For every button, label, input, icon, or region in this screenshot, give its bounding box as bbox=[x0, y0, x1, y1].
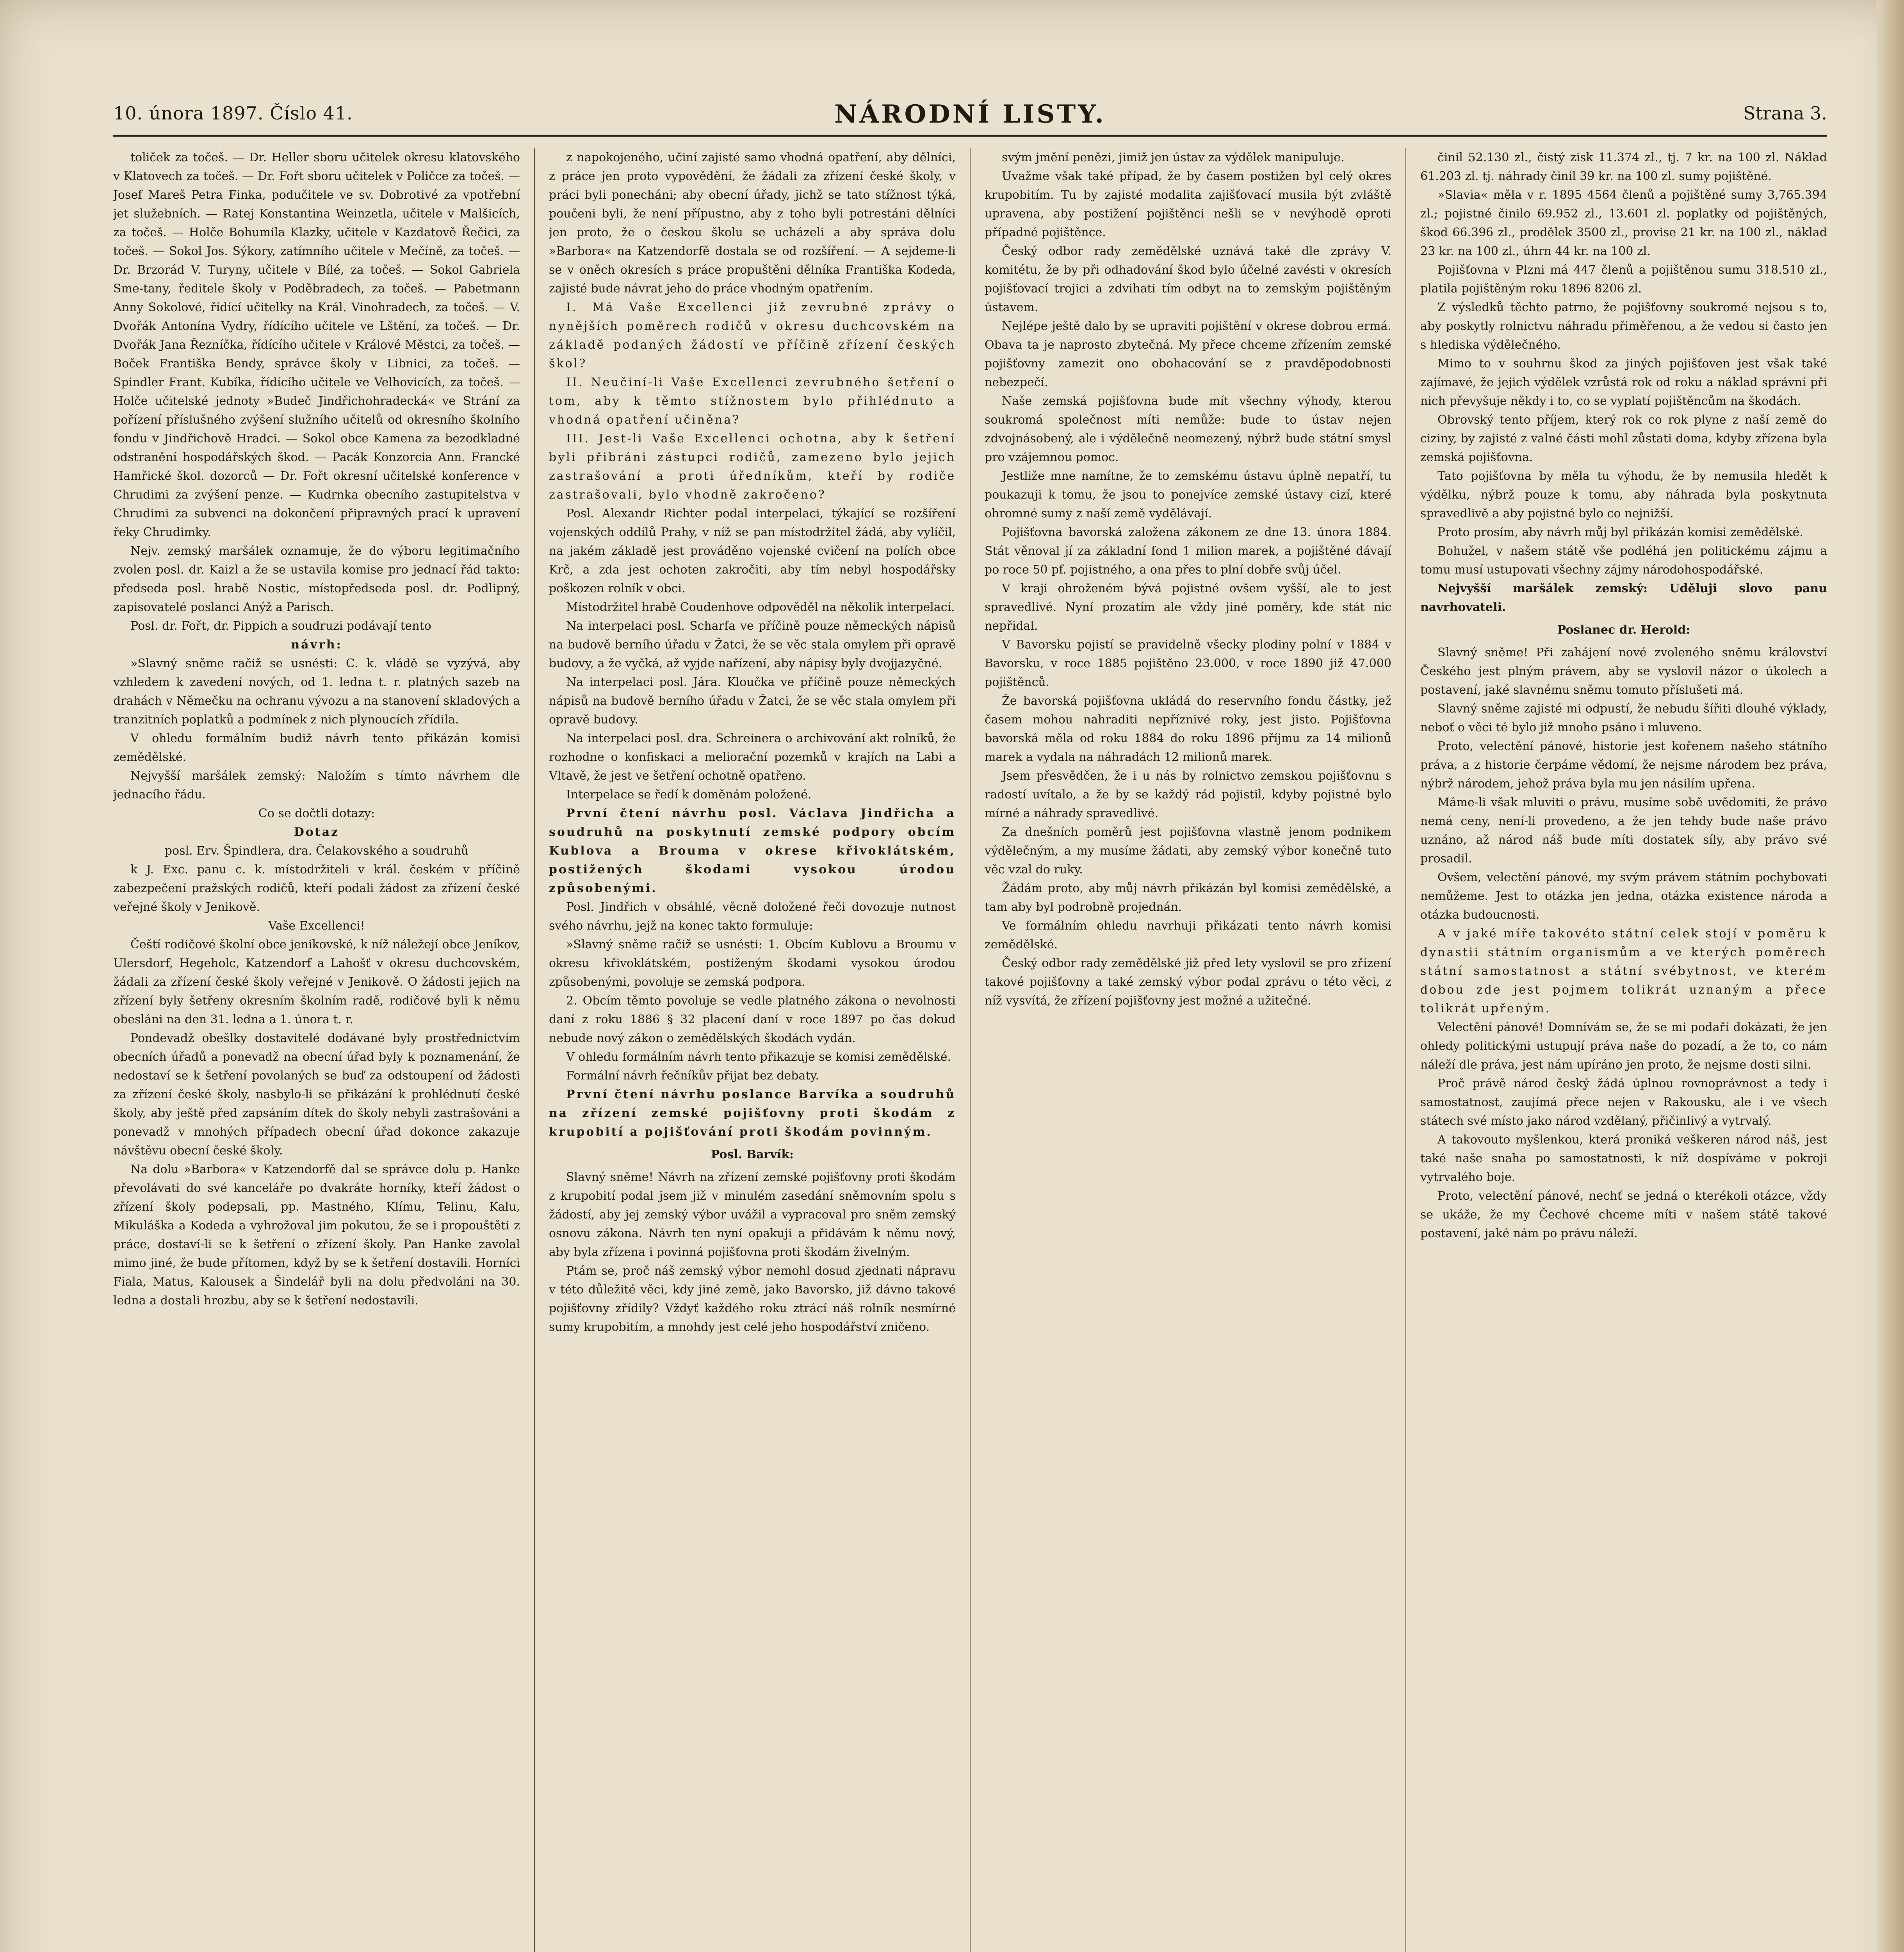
section-heading: Dotaz bbox=[294, 825, 340, 839]
paragraph: »Slavia« měla v r. 1895 4564 členů a pojištěné sumy 3,765.394 zl.; pojistné činilo 69.952 zl., 13.601 zl. poplatky od pojištěných, škod 66.396 zl., prodělek 3500 zl., provise 21 kr. na 100 zl., náklad 23 kr. na 100 zl., úhrn 44 kr. na 100 zl. bbox=[1420, 188, 1827, 258]
paragraph: Čeští rodičové školní obce jenikovské, k níž náležejí obce Jeníkov, Ulersdorf, Hegeholc, Katzendorf a Lahošť v okresu duchcovském, žádali za zřízení české školy veřejné v Jenikově. O žádosti jejich na zřízení byly šetřeny okresním školním radě, rodičové byli k němu obesláni na den 31. ledna a 1. února t. r. bbox=[113, 938, 520, 1026]
paragraph: Obrovský tento příjem, který rok co rok plyne z naší země do ciziny, by zajisté z valné části mohl zůstati doma, kdyby zřízena byla zemská pojišťovna. bbox=[1420, 413, 1827, 464]
paragraph: Interpelace se ředí k doměnám položené. bbox=[566, 788, 812, 801]
paragraph: Vaše Excellenci! bbox=[268, 919, 365, 933]
paragraph: Český odbor rady zemědělské uznává také dle zprávy V. komitétu, že by při odhadování škod bylo účelné zavésti v okresích pojišťovací trojici a zdvihati tím odbyt na to zemským pojištěným ústavem. bbox=[985, 244, 1391, 314]
paragraph: »Slavný sněme račiž se usnésti: C. k. vládě se vyzývá, aby vzhledem k zavedení nových, od 1. ledna t. r. platných sazeb na drahách v Němečku na ochranu vývozu a na stanovení skladových a tranzitních poplatků a podmínek z nich plynoucích zřídila. bbox=[113, 657, 520, 727]
paragraph: Pondevadž obešlky dostavitelé dodávané byly prostřednictvím obecních úřadů a ponevadž na obecní úřad byly k poznamenání, že nedostaví se k šetření povolaných se buď za odstoupení od žádosti za zřízení české školy, nasbylo-li se přikázání k prohlédnutí české školy, aby ještě před zapsáním dítek do školy nebyli zastrašováni a ponevadž v mnohých případech obecní úřad dokonce zakazuje návštěvu obecní české školy. bbox=[113, 1031, 520, 1158]
paragraph: Tato pojišťovna by měla tu výhodu, že by nemusila hledět k výdělku, nýbrž pouze k tomu, aby náhrada byla poskytnuta spravedlivě a aby pojistné bylo co nejnižší. bbox=[1420, 469, 1827, 520]
paragraph: činil 52.130 zl., čistý zisk 11.374 zl., tj. 7 kr. na 100 zl. Náklad 61.203 zl. tj. náhrady činil 39 kr. na 100 zl. sumy pojištěné. bbox=[1420, 151, 1827, 183]
page-number: Strana 3. bbox=[1743, 103, 1827, 124]
paragraph: Ovšem, velectění pánové, my svým právem státním pochybovati nemůžeme. Jest to otázka jen jedna, otázka existence národa a otázka budoucnosti. bbox=[1420, 871, 1827, 922]
column-4 bbox=[1420, 148, 1827, 1952]
paragraph: A takovouto myšlenkou, která proniká veškeren národ náš, jest také naše snaha po samostatnosti, k níž dospíváme v pokroji vytrvalého boje. bbox=[1420, 1133, 1827, 1184]
paragraph: I. Má Vaše Excellenci již zevrubné zprávy o nynějších poměrech rodičů v okresu duchcovském na základě podaných žádostí ve příčině zřízení českých škol? bbox=[549, 301, 956, 370]
page-edge bbox=[1877, 0, 1904, 1952]
section-heading: První čtení návrhu poslance Barvíka a soudruhů na zřízení zemské pojišťovny proti škodám z krupobití a pojišťování proti škodám povinným. bbox=[549, 1088, 956, 1139]
paragraph: Formální návrh řečníkův přijat bez debaty. bbox=[566, 1069, 819, 1083]
paragraph: Co se dočtli dotazy: bbox=[258, 807, 375, 820]
speaker-name: Posl. Barvík: bbox=[711, 1148, 794, 1161]
section-heading: návrh: bbox=[291, 638, 342, 652]
paragraph: Za dnešních poměrů jest pojišťovna vlastně jenom podnikem výdělečným, a my musíme žádati, aby zemský výbor konečně tuto věc vzal do ruky. bbox=[985, 825, 1391, 876]
paragraph: z napokojeného, učiní zajisté samo vhodná opatření, aby dělníci, z práce jen proto vypovědění, že žádali za zřízení české školy, v práci byli ponecháni; aby obecní úřady, jichž se tato stížnost týká, poučeni byli, že není přípustno, aby z toho byli potrestáni dělníci jen proto, že o českou školu se ucházeli a aby správa dolu »Barbora« na Katzendorfě dostala se od rozšíření. — A sejdeme-li se v oněch okresích s práce propuštěni dělníka Františka Kodeda, zajisté bude návrat jeho do práce vhodným opatřením. bbox=[549, 151, 956, 296]
paragraph: Nejvyšší maršálek zemský: Naložím s tímto návrhem dle jednacího řádu. bbox=[113, 769, 520, 801]
paragraph: Na dolu »Barbora« v Katzendorfě dal se správce dolu p. Hanke převolávati do své kanceláře po dvakráte horníky, kteří žádost o zřízení školy podepsali, pp. Mastného, Klímu, Telinu, Kalu, Mikuláška a Kodeda a vyhrožoval jim pokutou, že se i propouštěti z práce, dostaví-li se k šetření o zřízení školy. Pan Hanke zavolal mimo jiné, že bude přítomen, když by se k šetření dostavili. Horníci Fiala, Matus, Kalousek a Šindelář byli na dolu předvoláni na 30. ledna a dostali hrozbu, aby se k šetření nedostavili. bbox=[113, 1163, 520, 1307]
paragraph: Nejvyšší maršálek zemský: Uděluji slovo panu navrhovateli. bbox=[1420, 582, 1827, 614]
paragraph: Místodržitel hrabě Coudenhove odpověděl na několik interpelací. bbox=[566, 600, 955, 614]
paragraph: Na interpelaci posl. Scharfa ve příčině pouze německých nápisů na budově berního úřadu v Žatci, že se věc stala omylem při opravě budovy, a že vyčká, až vyjde nařízení, aby nápisy byly dvojjazyčné. bbox=[549, 619, 956, 670]
paragraph: Nejv. zemský maršálek oznamuje, že do výboru legitimačního zvolen posl. dr. Kaizl a že se ustavila komise pro jednací řád takto: předseda posl. hrabě Nostic, místopředseda posl. dr. Podlipný, zapisovatelé poslanci Anýž a Parisch. bbox=[113, 544, 520, 614]
paragraph: Slavný sněme! Návrh na zřízení zemské pojišťovny proti škodám z krupobití podal jsem již v minulém zasedání sněmovním spolu s žádostí, aby jej zemský výbor uvážil a vypracoval pro sněm zemský osnovu zákona. Návrh ten nyní opakuji a přidávám k němu nový, aby byla zřízena i povinná pojišťovna proti škodám živelným. bbox=[549, 1170, 956, 1259]
paragraph: Posl. Jindřich v obsáhlé, věcně doložené řeči dovozuje nutnost svého návrhu, jejž na konec takto formuluje: bbox=[549, 900, 956, 933]
paragraph: Ptám se, proč náš zemský výbor nemohl dosud zjednati nápravu v této důležité věci, kdy jiné země, jako Bavorsko, již dávno takové pojišťovny zřídily? Vždyť každého roku ztrácí náš rolník nesmírné sumy krupobitím, a mnohdy jest celé jeho hospodářství zničeno. bbox=[549, 1264, 956, 1334]
column-3 bbox=[985, 148, 1391, 1952]
speaker-name: Poslanec dr. Herold: bbox=[1557, 623, 1690, 637]
paragraph: Velectění pánové! Domnívám se, že se mi podaří dokázati, že jen ohledy politickými ustupují práva naše do pozadí, a že to, co nám náleží dle práva, jest nám upíráno jen proto, že nejsme dosti silni. bbox=[1420, 1021, 1827, 1072]
paragraph: Nejlépe ještě dalo by se upraviti pojištění v okrese dobrou ermá. Obava ta je naprosto zbytečná. My přece chceme zřízením zemské pojišťovny zamezit ono obohacování se z pravděpodobnosti nebezpečí. bbox=[985, 319, 1391, 389]
paragraph: Naše zemská pojišťovna bude mít všechny výhody, kterou soukromá společnost míti nemůže: bude to ústav nejen zdvojnásobený, ale i výdělečně neomezený, nýbrž bude státní smysl pro vzájemnou pomoc. bbox=[985, 394, 1391, 464]
paragraph: A v jaké míře takovéto státní celek stojí v poměru k dynastii státním organismům a ve kterých poměrech státní samostatnost a státní svébytnost, ve kterém dobou zde jest pojmem tolikrát uznaným a přece tolikrát upřeným. bbox=[1420, 927, 1827, 1015]
paragraph: Český odbor rady zemědělské již před lety vyslovil se pro zřízení takové pojišťovny a také zemský výbor podal zprávu o této věci, z níž vysvítá, že zřízení pojišťovny jest možné a užitečné. bbox=[985, 956, 1391, 1008]
paragraph: Ve formálním ohledu navrhuji přikázati tento návrh komisi zemědělské. bbox=[985, 919, 1391, 951]
paragraph: Že bavorská pojišťovna ukládá do reservního fondu částky, jež časem mohou nahraditi nepříznivé roky, jest jisto. Pojišťovna bavorská měla od roku 1884 do roku 1896 příjmu za 14 milionů marek a vydala na náhradách 12 milionů marek. bbox=[985, 694, 1391, 764]
text-columns bbox=[113, 148, 1827, 1952]
paragraph: svým jmění penězi, jimiž jen ústav za výdělek manipuluje. bbox=[1002, 151, 1345, 164]
paragraph: Na interpelaci posl. dra. Schreinera o archivování akt rolníků, že rozhodne o konfiskaci a meliorační pozemků v krajích na Labi a Vltavě, že jest ve šetření ochotně opatřeno. bbox=[549, 732, 956, 783]
column-2 bbox=[549, 148, 956, 1952]
paragraph: Máme-li však mluviti o právu, musíme sobě uvědomiti, že právo nemá ceny, není-li provedeno, a že jen tehdy bude naše právo uznáno, až národ náš bude míti dostatek síly, aby právo své prosadil. bbox=[1420, 796, 1827, 866]
paragraph: Na interpelaci posl. Jára. Kloučka ve příčině pouze německých nápisů na budově berního úřadu v Žatci, že se věc stala omylem při opravě budovy. bbox=[549, 675, 956, 727]
paragraph: Proto, velectění pánové, nechť se jedná o kterékoli otázce, vždy se ukáže, že my Čechové chceme míti v našem státě takové postavení, jaké nám po právu náleží. bbox=[1420, 1189, 1827, 1240]
paragraph: 2. Obcím těmto povoluje se vedle platného zákona o nevolnosti daní z roku 1886 § 32 placení daní v roce 1897 po čas dokud nebude nový zákon o zemědělských škodách vydán. bbox=[549, 994, 956, 1045]
header-rule bbox=[113, 135, 1827, 137]
section-heading: První čtení návrhu posl. Václava Jindřicha a soudruhů na poskytnutí zemské podpory obcím Kublova a Brouma v okrese křivoklátském, postižených škodami vysokou úrodou způsobenými. bbox=[549, 807, 956, 895]
column-1 bbox=[113, 148, 520, 1952]
column-divider bbox=[534, 148, 535, 1952]
paragraph: Jsem přesvědčen, že i u nás by rolnictvo zemskou pojišťovnu s radostí uvítalo, a že by se každý rád pojistil, kdyby pojistné bylo mírné a náhrady spravedlivé. bbox=[985, 769, 1391, 820]
masthead: NÁRODNÍ LISTY. bbox=[834, 100, 1106, 129]
paragraph: Proč právě národ český žádá úplnou rovnoprávnost a tedy i samostatnost, zaujímá přece nejen v Rakousku, ale i ve všech státech své místo jako národ vzdělaný, přičinlivý a vytrvalý. bbox=[1420, 1077, 1827, 1128]
paragraph: Slavný sněme zajisté mi odpustí, že nebudu šířiti dlouhé výklady, neboť o věci té bylo již mnoho psáno i mluveno. bbox=[1420, 702, 1827, 734]
paragraph: II. Neučiní-li Vaše Excellenci zevrubného šetření o tom, aby k těmto stížnostem bylo přihlédnuto a vhodná opatření učiněna? bbox=[549, 376, 956, 427]
page-header bbox=[113, 100, 1827, 131]
issue-date: 10. února 1897. Číslo 41. bbox=[113, 103, 353, 124]
column-divider bbox=[970, 148, 971, 1952]
paragraph: Žádám proto, aby můj návrh přikázán byl komisi zemědělské, a tam aby byl podrobně projednán. bbox=[985, 882, 1391, 914]
paragraph: Pojišťovna bavorská založena zákonem ze dne 13. února 1884. Stát věnoval jí za základní fond 1 milion marek, a pojištěné dávají po roce 50 pf. pojistného, a ona přes to plní dobře svůj účel. bbox=[985, 525, 1391, 577]
paragraph: Posl. Alexandr Richter podal interpelaci, týkající se rozšíření vojenských oddílů Prahy, v níž se pan místodržitel žádá, aby vylíčil, na jakém základě jest prováděno vojenské cvičení na polích obce Krč, a zda jest ochoten zakročiti, aby tím nebyl hospodářsky poškozen rolník v obci. bbox=[549, 507, 956, 595]
paragraph: III. Jest-li Vaše Excellenci ochotna, aby k šetření byli přibráni zástupci rodičů, zamezeno bylo jejich zastrašování a proti úředníkům, kteří by rodiče zastrašovali, bylo vhodně zakročeno? bbox=[549, 432, 956, 502]
paragraph: Mimo to v souhrnu škod za jiných pojišťoven jest však také zajímavé, že jejich výdělek vzrůstá rok od roku a náklad správní při nich převyšuje někdy i to, co se vyplatí pojištěncům na škodách. bbox=[1420, 357, 1827, 408]
paragraph: Bohužel, v našem státě vše podléhá jen politickému zájmu a tomu musí ustupovati všechny zájmy národohospodářské. bbox=[1420, 544, 1827, 577]
paragraph: »Slavný sněme račiž se usnésti: 1. Obcím Kublovu a Broumu v okresu křivoklátském, postiženým škodami vysokou úrodou způsobenými, povoluje se zemská podpora. bbox=[549, 938, 956, 989]
paragraph: toliček za točeš. — Dr. Heller sboru učitelek okresu klatovského v Klatovech za točeš. — Dr. Fořt sboru učitelek v Poličce za točeš. — Josef Mareš Petra Finka, podučitele ve sv. Dobrotivé za vpotřební jet služebních. — Ratej Konstantina Weinzetla, učitele v Malšicích, za točeš. — Holče Bohumila Klazky, učitele v Kazdatově Řečici, za točeš. — Sokol Jos. Sýkory, zatímního učitele v Mečíně, za točeš. — Dr. Brzorád V. Turyny, učitele v Bílé, za točeš. — Sokol Gabriela Sme-tany, ředitele školy v Poděbradech, za točeš. — Pabetmann Anny Sokolové, řídící učitelky na Král. Vinohradech, za točeš. — V. Dvořák Antonína Vydry, řídícího učitele ve Lštění, za točeš. — Dr. Dvořák Jana Řezníčka, řídícího učitele v Králové Městci, za točeš. — Boček Františka Bendy, správce školy v Libnici, za točeš. — Spindler Frant. Kubíka, řídícího učitele ve Velhovicích, za točeš. — Holče učitelské jednoty »Budeč Jindřichohradecká« ve Strání za pořízení příslušného zvýšení služního učitelů od okresního školního fondu v Jindřichově Hradci. — Sokol obce Kamena za bezodkladné odstranění hospodářských škod. — Pacák Konzorcia Ann. Francké Hamřické škol. dozorců — Dr. Fořt okresní učitelské konference v Chrudimi za zvýšení penze. — Kudrnka obecního zastupitelstva v Chrudimi za subvenci na dokončení připravných prací k upravení řeky Chrudimky. bbox=[113, 151, 520, 539]
paragraph: V ohledu formálním budiž návrh tento přikázán komisi zemědělské. bbox=[113, 732, 520, 764]
paragraph: Proto prosím, aby návrh můj byl přikázán komisi zemědělské. bbox=[1437, 525, 1803, 539]
paragraph: V Bavorsku pojistí se pravidelně všecky plodiny polní v 1884 v Bavorsku, v roce 1885 pojištěno 23.000, v roce 1890 již 47.000 pojištěnců. bbox=[985, 638, 1391, 689]
paragraph: Pojišťovna v Plzni má 447 členů a pojištěnou sumu 318.510 zl., platila pojištěným roku 1896 8206 zl. bbox=[1420, 263, 1827, 296]
paragraph: posl. Erv. Špindlera, dra. Čelakovského a soudruhů bbox=[164, 844, 469, 858]
paragraph: Proto, velectění pánové, historie jest kořenem našeho státního práva, a z historie čerpáme vědomí, že nejsme národem bez práva, nýbrž národem, jehož práva byla mu jen násilím upřena. bbox=[1420, 739, 1827, 791]
paragraph: Uvažme však také případ, že by časem postižen byl celý okres krupobitím. Tu by zajisté modalita zajišťovací musila být zvláště upravena, aby postižení pojištěnci nešli se v nevýhodě oproti případné pojištěnce. bbox=[985, 169, 1391, 239]
paragraph: Jestliže mne namítne, že to zemskému ústavu úplně nepatří, tu poukazuji k tomu, že jsou to ponejvíce zemské ústavy cizí, které ohromné sumy z naší země vydělávají. bbox=[985, 469, 1391, 520]
paragraph: V kraji ohroženém bývá pojistné ovšem vyšší, ale to jest spravedlivé. Nyní prozatím ale vždy jiné poměry, kde stát nic nepřidal. bbox=[985, 582, 1391, 633]
paragraph: k J. Exc. panu c. k. místodržiteli v král. českém v příčině zabezpečení pražských rodičů, kteří podali žádost za zřízení české veřejné školy v Jenikově. bbox=[113, 863, 520, 914]
paragraph: Z výsledků těchto patrno, že pojišťovny soukromé nejsou s to, aby poskytly rolnictvu náhradu přiměřenou, a že vedou si často jen s hlediska výdělečného. bbox=[1420, 301, 1827, 352]
column-divider bbox=[1405, 148, 1406, 1952]
paragraph: Slavný sněme! Při zahájení nové zvoleného sněmu království Českého jest plným právem, aby se vyslovil názor o úkolech a postavení, jaké slavnému sněmu tomuto příslušeti má. bbox=[1420, 646, 1827, 697]
paragraph: V ohledu formálním návrh tento přikazuje se komisi zemědělské. bbox=[566, 1050, 951, 1064]
paragraph: Posl. dr. Fořt, dr. Pippich a soudruzi podávají tento bbox=[130, 619, 431, 633]
